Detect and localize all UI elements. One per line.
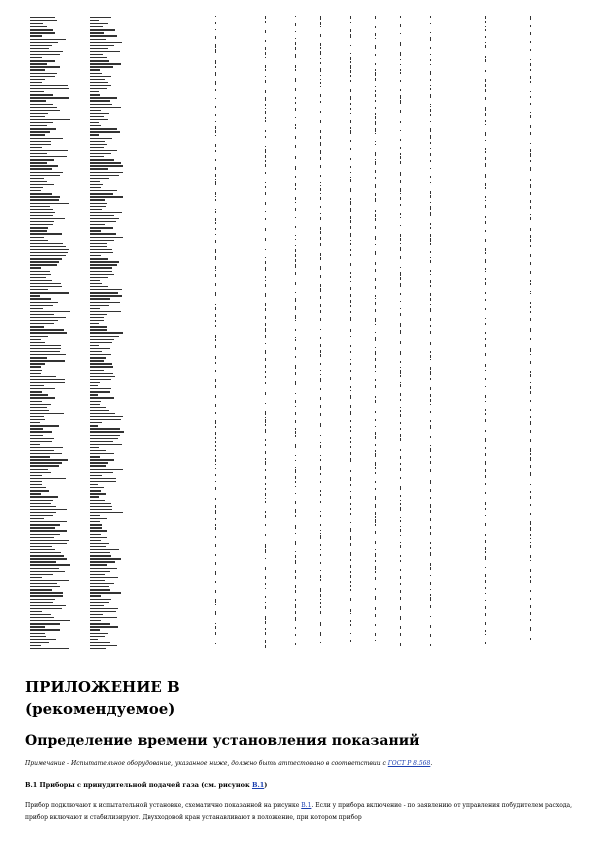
note-end: .: [430, 760, 433, 767]
subsection-heading: [25, 781, 267, 789]
table-column-marks-2: [265, 16, 266, 656]
section-title: Определение времени установления показаний: [25, 733, 420, 749]
table-column-marks-1: [215, 16, 216, 656]
subsection-text: В.1 Приборы с принудительной подачей газа (см. рисунок: [25, 781, 252, 789]
table-column-1: [30, 16, 80, 656]
note-label: Примечание: [25, 760, 66, 767]
body-paragraph: [25, 800, 585, 824]
table-column-marks-9: [485, 16, 486, 656]
appendix-heading: [25, 676, 180, 720]
paragraph-part1: Прибор подключают к испытательной установке, схематично показанной на рисунке: [25, 802, 302, 809]
table-column-marks-8: [430, 16, 431, 656]
table-column-marks-4: [320, 16, 321, 656]
table-column-marks-3: [295, 16, 296, 656]
table-column-marks-6: [375, 16, 376, 656]
note: [25, 760, 585, 768]
table-column-marks-7: [400, 16, 401, 656]
figure-link[interactable]: В.1: [251, 781, 265, 789]
table-column-marks-5: [350, 16, 351, 656]
table-column-marks-10: [530, 16, 531, 656]
gost-link[interactable]: ГОСТ Р 8.568: [387, 760, 431, 767]
paragraph-part2: . Если у прибора включение - по заявлению от управления побудителем расхода, прибор включают и стабилизируют. Двухходовой кран устанавливают в положение, при котором прибор: [25, 802, 573, 821]
appendix-title: ПРИЛОЖЕНИЕ В: [25, 678, 180, 696]
data-table-image: [30, 16, 555, 656]
note-text: - Испытательное оборудование, указанное ниже, должно быть аттестовано в соответствии с: [65, 760, 388, 767]
appendix-subtitle: (рекомендуемое): [25, 700, 176, 718]
subsection-end: ): [264, 781, 268, 789]
table-column-2: [90, 16, 135, 656]
figure-link-2[interactable]: В.1: [301, 802, 312, 809]
